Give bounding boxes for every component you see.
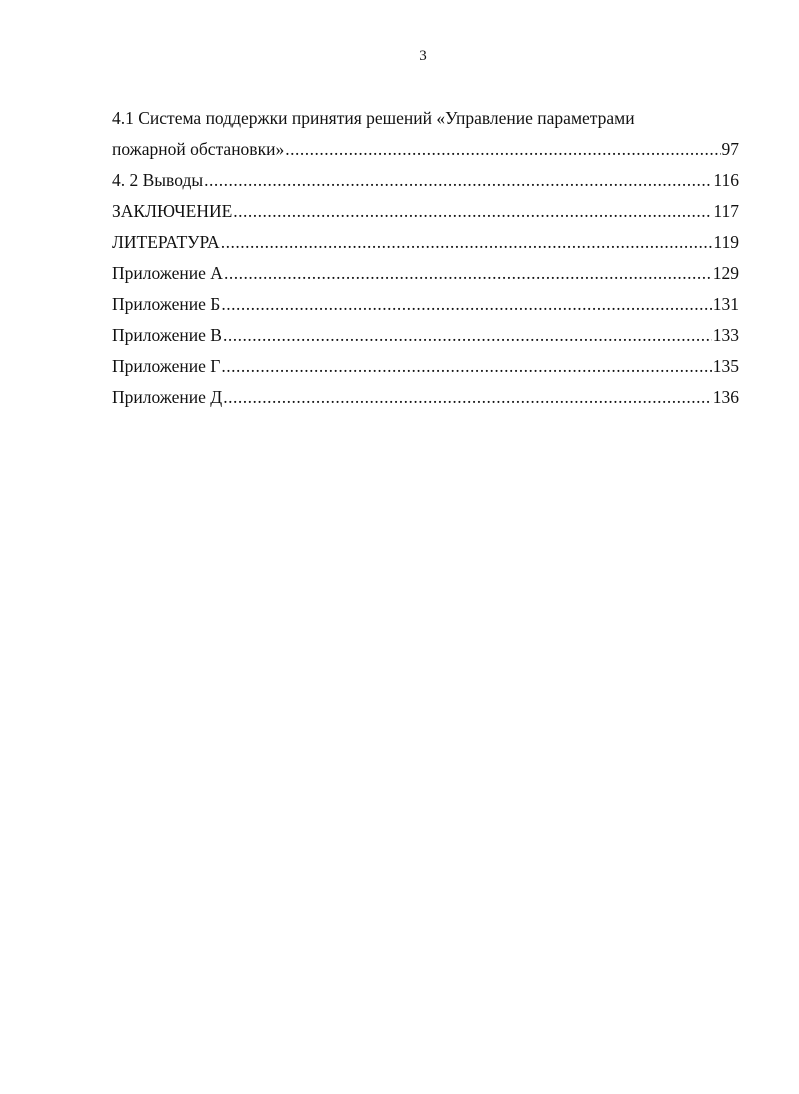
toc-entry-title: ЛИТЕРАТУРА bbox=[112, 232, 220, 252]
toc-entry-page: 116 bbox=[713, 170, 739, 190]
toc-entry-title: Приложение Д bbox=[112, 387, 223, 407]
toc-entry-appendix-g bbox=[112, 351, 739, 382]
dot-leader bbox=[221, 227, 713, 258]
toc-entry-page: 129 bbox=[712, 263, 739, 283]
page-number: 3 bbox=[419, 48, 427, 64]
toc-entry-page: 131 bbox=[712, 294, 739, 314]
dot-leader bbox=[224, 258, 712, 289]
dot-leader bbox=[223, 382, 712, 413]
toc-entry-title: Приложение Б bbox=[112, 294, 221, 314]
toc-entry-title: Приложение В bbox=[112, 325, 222, 345]
dot-leader bbox=[204, 165, 712, 196]
toc-entry-appendix-v bbox=[112, 320, 739, 351]
dot-leader bbox=[233, 196, 712, 227]
toc-entry-4-1 bbox=[112, 103, 739, 165]
toc-entry-title: 4. 2 Выводы bbox=[112, 170, 204, 190]
toc-entry-title: Приложение Г bbox=[112, 356, 221, 376]
dot-leader bbox=[285, 134, 720, 165]
toc-entry-appendix-d bbox=[112, 382, 739, 413]
toc-entry-page: 97 bbox=[721, 139, 739, 159]
toc-entry-page: 133 bbox=[712, 325, 739, 345]
toc-entry-conclusion bbox=[112, 196, 739, 227]
dot-leader bbox=[221, 351, 711, 382]
toc-entry-literature bbox=[112, 227, 739, 258]
toc-entry-title: ЗАКЛЮЧЕНИЕ bbox=[112, 201, 233, 221]
toc-entry-appendix-b bbox=[112, 289, 739, 320]
toc-entry-title-line1: 4.1 Система поддержки принятия решений «Управление параметрами bbox=[112, 108, 635, 128]
toc-entry-appendix-a bbox=[112, 258, 739, 289]
table-of-contents bbox=[112, 103, 739, 413]
toc-entry-title: пожарной обстановки» bbox=[112, 139, 285, 159]
toc-entry-page: 135 bbox=[712, 356, 739, 376]
dot-leader bbox=[221, 289, 711, 320]
toc-entry-row bbox=[112, 134, 739, 165]
dot-leader bbox=[223, 320, 712, 351]
toc-entry-page: 136 bbox=[712, 387, 739, 407]
toc-entry-page: 119 bbox=[713, 232, 739, 252]
toc-entry-page: 117 bbox=[713, 201, 739, 221]
toc-entry-4-2 bbox=[112, 165, 739, 196]
toc-entry-title: Приложение А bbox=[112, 263, 223, 283]
